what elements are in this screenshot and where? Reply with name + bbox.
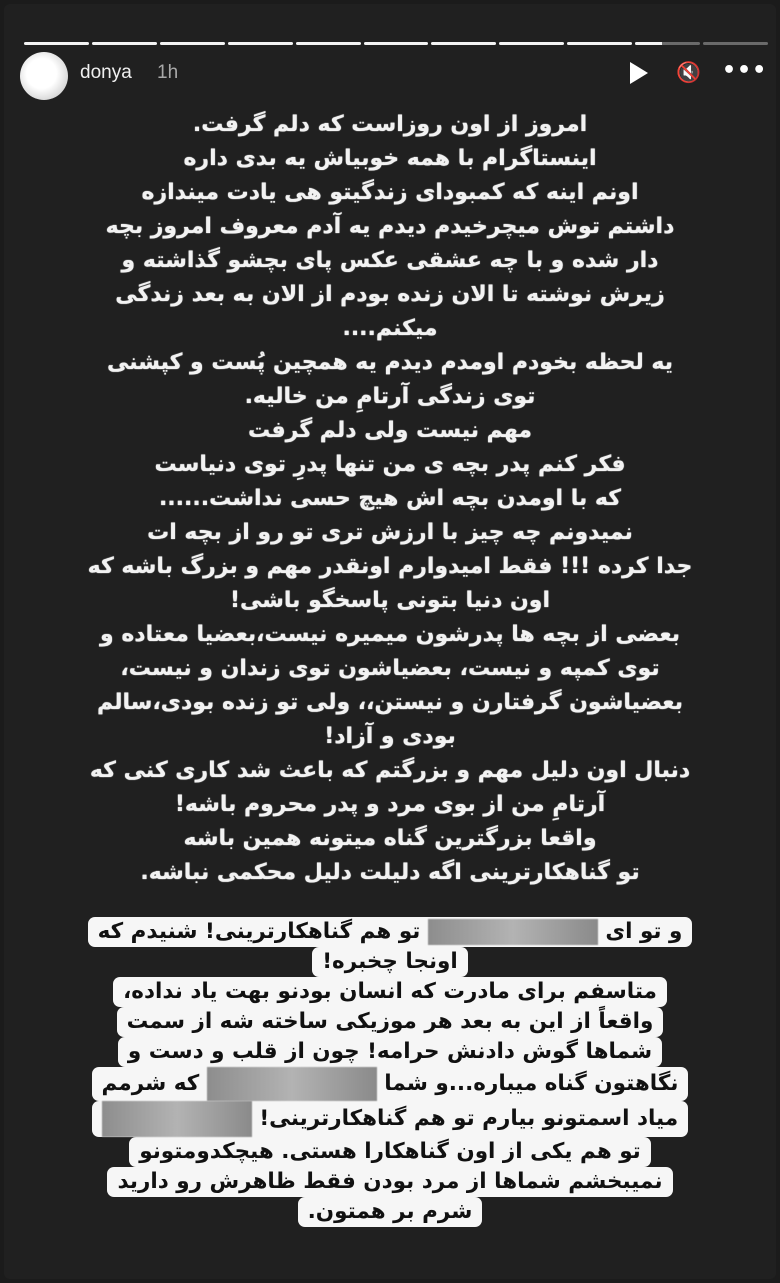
redacted-blur bbox=[428, 919, 598, 945]
highlight-line bbox=[88, 917, 693, 947]
progress-segment bbox=[228, 42, 293, 45]
redacted-blur bbox=[102, 1101, 252, 1137]
story-text-line: تو گناهکارترینی اگه دلیلت دلیل محکمی نباشه. bbox=[140, 860, 640, 885]
story-text-line: بعضی از بچه ها پدرشون میمیره نیست،بعضیا معتاده و bbox=[99, 622, 680, 647]
story-text-line: میکنم.... bbox=[342, 316, 438, 341]
text: نگاهتون گناه میباره...و شما bbox=[384, 1071, 679, 1096]
story-text-line: اونم اینه که کمبودای زندگیتو هی یادت میندازه bbox=[141, 180, 639, 205]
story-text-line: مهم نیست ولی دلم گرفت bbox=[247, 418, 533, 443]
progress-segment bbox=[431, 42, 496, 45]
story-text-line: واقعا بزرگترین گناه میتونه همین باشه bbox=[183, 826, 597, 851]
highlight-line: متاسفم برای مادرت که انسان بودنو بهت یاد نداده، bbox=[113, 977, 667, 1007]
story-text-line: یه لحظه بخودم اومدم دیدم یه همچین پُست و کپشنی bbox=[106, 350, 674, 375]
text: و تو ای bbox=[605, 919, 683, 944]
highlight-line bbox=[92, 1067, 689, 1101]
highlight-line: تو هم یکی از اون گناهکارا هستی. هیچکدومتونو bbox=[129, 1137, 651, 1167]
progress-fill bbox=[431, 42, 496, 45]
progress-fill bbox=[228, 42, 293, 45]
story-text-line: امروز از اون روزاست که دلم گرفت. bbox=[192, 112, 588, 137]
progress-fill bbox=[364, 42, 429, 45]
story-text-line: آرتامِ من از بوی مرد و پدر محروم باشه! bbox=[174, 792, 606, 817]
redacted-blur bbox=[207, 1067, 377, 1101]
highlighted-text-block bbox=[40, 917, 740, 1227]
progress-segment bbox=[296, 42, 361, 45]
progress-fill bbox=[24, 42, 89, 45]
story-text-line: زیرش نوشته تا الان زنده بودم از الان به بعد زندگی bbox=[115, 282, 665, 307]
story-text-line: جدا کرده !!! فقط امیدوارم اونقدر مهم و بزرگ باشه که bbox=[87, 554, 693, 579]
story-text-line: دنبال اون دلیل مهم و بزرگتم که باعث شد کاری کنی که bbox=[89, 758, 691, 783]
highlight-line: واقعاً از این به بعد هر موزیکی ساخته شه از سمت bbox=[117, 1007, 664, 1037]
text: میاد اسمتونو بیارم تو هم گناهکارترینی! bbox=[259, 1106, 679, 1131]
story-text-line: که با اومدن بچه اش هیچ حسی نداشت...... bbox=[158, 486, 622, 511]
story-text-line: دار شده و با چه عشقی عکس پای بچشو گذاشته و bbox=[121, 248, 659, 273]
text: که شرمم bbox=[101, 1071, 200, 1096]
progress-fill bbox=[567, 42, 632, 45]
progress-segment bbox=[92, 42, 157, 45]
story-text bbox=[40, 108, 740, 890]
progress-segment bbox=[364, 42, 429, 45]
story-text-line: بودی و آزاد! bbox=[324, 724, 456, 749]
progress-fill bbox=[499, 42, 564, 45]
progress-fill bbox=[92, 42, 157, 45]
story-text-line: توی زندگی آرتامِ من خالیه. bbox=[244, 384, 536, 409]
story-progress-bar bbox=[24, 42, 768, 45]
story-text-line: نمیدونم چه چیز با ارزش تری تو رو از بچه ات bbox=[147, 520, 633, 545]
play-icon[interactable] bbox=[630, 62, 648, 84]
progress-segment bbox=[567, 42, 632, 45]
progress-segment bbox=[160, 42, 225, 45]
story-text-line: فکر کنم پدر بچه ی من تنها پدرِ توی دنیاست bbox=[154, 452, 626, 477]
highlight-line: شماها گوش دادنش حرامه! چون از قلب و دست و bbox=[118, 1037, 662, 1067]
highlight-line: نمیبخشم شماها از مرد بودن فقط ظاهرش رو دارید bbox=[107, 1167, 672, 1197]
post-time: 1h bbox=[157, 62, 179, 83]
progress-fill bbox=[635, 42, 662, 45]
more-icon[interactable]: ••• bbox=[722, 58, 768, 83]
highlight-line: اونجا چخبره! bbox=[312, 947, 468, 977]
progress-segment bbox=[499, 42, 564, 45]
story-text-line: اون دنیا بتونی پاسخگو باشی! bbox=[229, 588, 551, 613]
avatar[interactable] bbox=[20, 52, 68, 100]
story-text-line: داشتم توش میچرخیدم دیدم یه آدم معروف امروز بچه bbox=[105, 214, 675, 239]
story-text-line: توی کمپه و نیست، بعضیاشون توی زندان و نیست، bbox=[120, 656, 660, 681]
progress-fill bbox=[296, 42, 361, 45]
progress-segment bbox=[24, 42, 89, 45]
progress-segment bbox=[635, 42, 700, 45]
text: تو هم گناهکارترینی! شنیدم که bbox=[97, 919, 421, 944]
story-text-line: اینستاگرام با همه خوبیاش یه بدی داره bbox=[183, 146, 597, 171]
highlight-line: شرم بر همتون. bbox=[298, 1197, 483, 1227]
progress-segment bbox=[703, 42, 768, 45]
username[interactable]: donya bbox=[80, 62, 132, 83]
story-text-line: بعضیاشون گرفتارن و نیستن،، ولی تو زنده بودی،سالم bbox=[97, 690, 683, 715]
highlight-line bbox=[92, 1101, 688, 1137]
muted-speaker-icon[interactable]: 🔇 bbox=[676, 60, 701, 84]
progress-fill bbox=[160, 42, 225, 45]
